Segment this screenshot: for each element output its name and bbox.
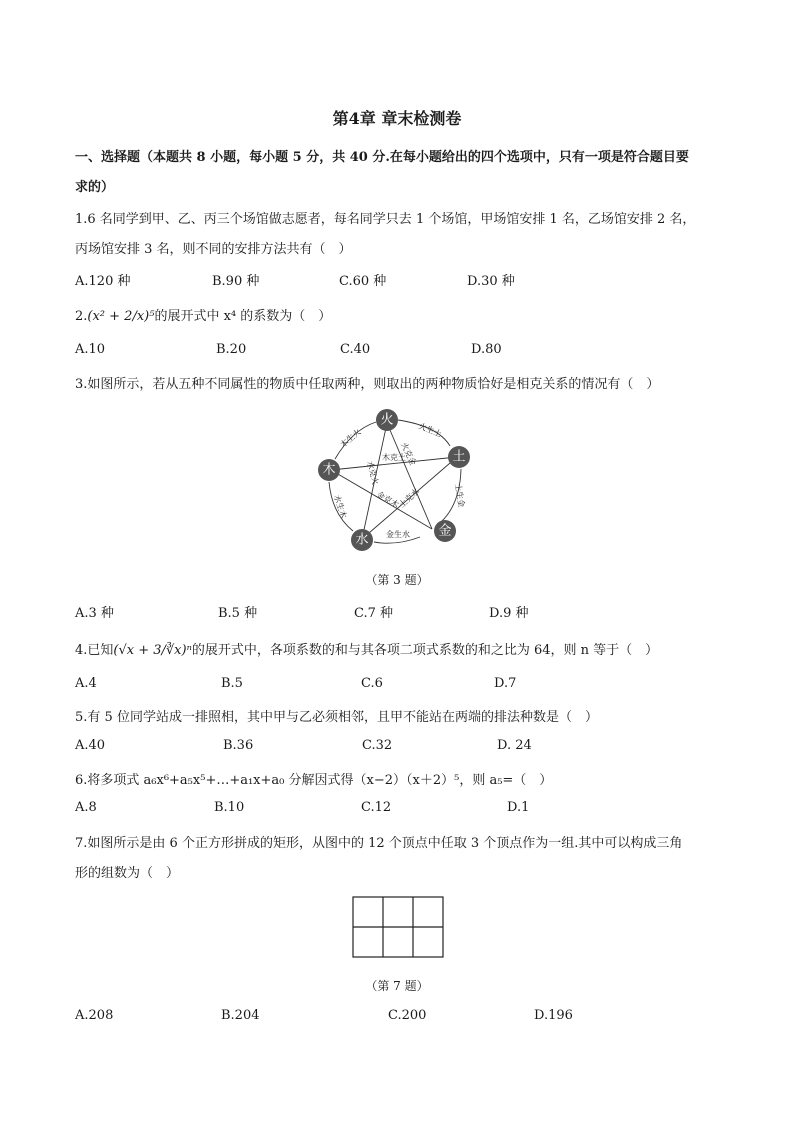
q2-option-a: A.10 xyxy=(75,342,106,357)
water-node-label: 水 xyxy=(355,532,369,548)
question-2-text xyxy=(75,305,331,324)
q2-expression: (x² + 2/x)⁵ xyxy=(87,309,155,324)
q7-option-a: A.208 xyxy=(75,1008,114,1023)
label-water-wood: 水生木 xyxy=(332,493,349,520)
question-6-text: 6.将多项式 a₆x⁶+a₅x⁵+…+a₁x+a₀ 分解因式得（x−2）（x＋2）⁵，则 a₅=（ ） xyxy=(75,773,553,788)
q4-option-d: D.7 xyxy=(494,676,517,691)
q7-option-d: D.196 xyxy=(534,1008,573,1023)
star-line-fire-metal xyxy=(387,423,432,529)
q5-option-a: A.40 xyxy=(75,738,106,753)
earth-node-label: 土 xyxy=(452,449,466,465)
label-earth-water: 土克水 xyxy=(397,486,422,510)
q3-option-c: C.7 种 xyxy=(354,606,394,621)
q4-option-c: C.6 xyxy=(361,676,383,691)
q3-option-a: A.3 种 xyxy=(75,606,114,621)
q4-prefix: 4.已知 xyxy=(75,643,114,658)
section-heading-cont: 求的） xyxy=(75,180,115,195)
q6-option-b: B.10 xyxy=(214,800,245,815)
figure-3-caption: （第 3 题） xyxy=(365,573,429,587)
label-water-fire: 水克火 xyxy=(365,460,380,486)
figure-7-caption: （第 7 题） xyxy=(365,979,429,993)
q1-option-d: D.30 种 xyxy=(467,274,515,289)
q4-option-a: A.4 xyxy=(75,676,97,691)
q6-option-a: A.8 xyxy=(75,800,97,815)
rectangle-grid-figure xyxy=(352,896,444,958)
wuxing-diagram xyxy=(310,404,486,556)
q5-option-b: B.36 xyxy=(223,738,254,753)
question-7-text-cont: 形的组数为（ ） xyxy=(75,866,180,881)
label-wood-fire: 木生火 xyxy=(338,427,363,450)
question-1-text-cont: 丙场馆安排 3 名，则不同的安排方法共有（ ） xyxy=(75,242,352,257)
wood-node-label: 木 xyxy=(322,462,336,478)
label-wood-earth: 木克土 xyxy=(382,453,406,462)
label-earth-metal: 土生金 xyxy=(453,482,467,508)
q1-option-c: C.60 种 xyxy=(339,274,387,289)
section-heading: 一、选择题（本题共 8 小题，每小题 5 分，共 40 分.在每小题给出的四个选项中，只有一项是符合题目要 xyxy=(75,150,689,165)
q1-option-a: A.120 种 xyxy=(75,274,131,289)
q6-option-d: D.1 xyxy=(507,800,530,815)
q4-suffix: 的展开式中，各项系数的和与其各项二项式系数的和之比为 64，则 n 等于（ ） xyxy=(191,643,659,658)
question-1-text: 1.6 名同学到甲、乙、丙三个场馆做志愿者，每名同学只去 1 个场馆，甲场馆安排 1 名，乙场馆安排 2 名， xyxy=(75,212,696,227)
metal-node-label: 金 xyxy=(438,523,452,539)
q5-option-c: C.32 xyxy=(362,738,393,753)
q6-option-c: C.12 xyxy=(361,800,392,815)
q2-suffix: 的展开式中 x⁴ 的系数为（ ） xyxy=(154,309,332,324)
q1-option-b: B.90 种 xyxy=(212,274,260,289)
fire-node-label: 火 xyxy=(380,412,394,428)
label-metal-water: 金生水 xyxy=(386,530,410,539)
q2-option-c: C.40 xyxy=(340,342,371,357)
q2-option-b: B.20 xyxy=(216,342,247,357)
q4-option-b: B.5 xyxy=(221,676,243,691)
page-title: 第4章 章末检测卷 xyxy=(332,109,462,128)
q4-expression: (√x + 3/∛x)ⁿ xyxy=(113,643,192,658)
q7-option-c: C.200 xyxy=(388,1008,427,1023)
question-7-text: 7.如图所示是由 6 个正方形拼成的矩形，从图中的 12 个顶点中任取 3 个顶点作为一组.其中可以构成三角 xyxy=(75,836,683,851)
label-fire-metal: 火克金 xyxy=(399,441,418,467)
q2-prefix: 2. xyxy=(75,309,88,324)
q3-option-d: D.9 种 xyxy=(489,606,529,621)
q5-option-d: D. 24 xyxy=(497,738,532,753)
question-4-text xyxy=(75,639,658,658)
q3-option-b: B.5 种 xyxy=(218,606,258,621)
label-fire-earth: 火生土 xyxy=(417,421,443,439)
q2-option-d: D.80 xyxy=(471,342,502,357)
label-metal-wood: 金克木 xyxy=(375,489,401,510)
question-3-text: 3.如图所示，若从五种不同属性的物质中任取两种，则取出的两种物质恰好是相克关系的情况有（ ） xyxy=(75,377,660,392)
q7-option-b: B.204 xyxy=(221,1008,260,1023)
question-5-text: 5.有 5 位同学站成一排照相，其中甲与乙必须相邻，且甲不能站在两端的排法种数是（ ） xyxy=(75,710,598,725)
